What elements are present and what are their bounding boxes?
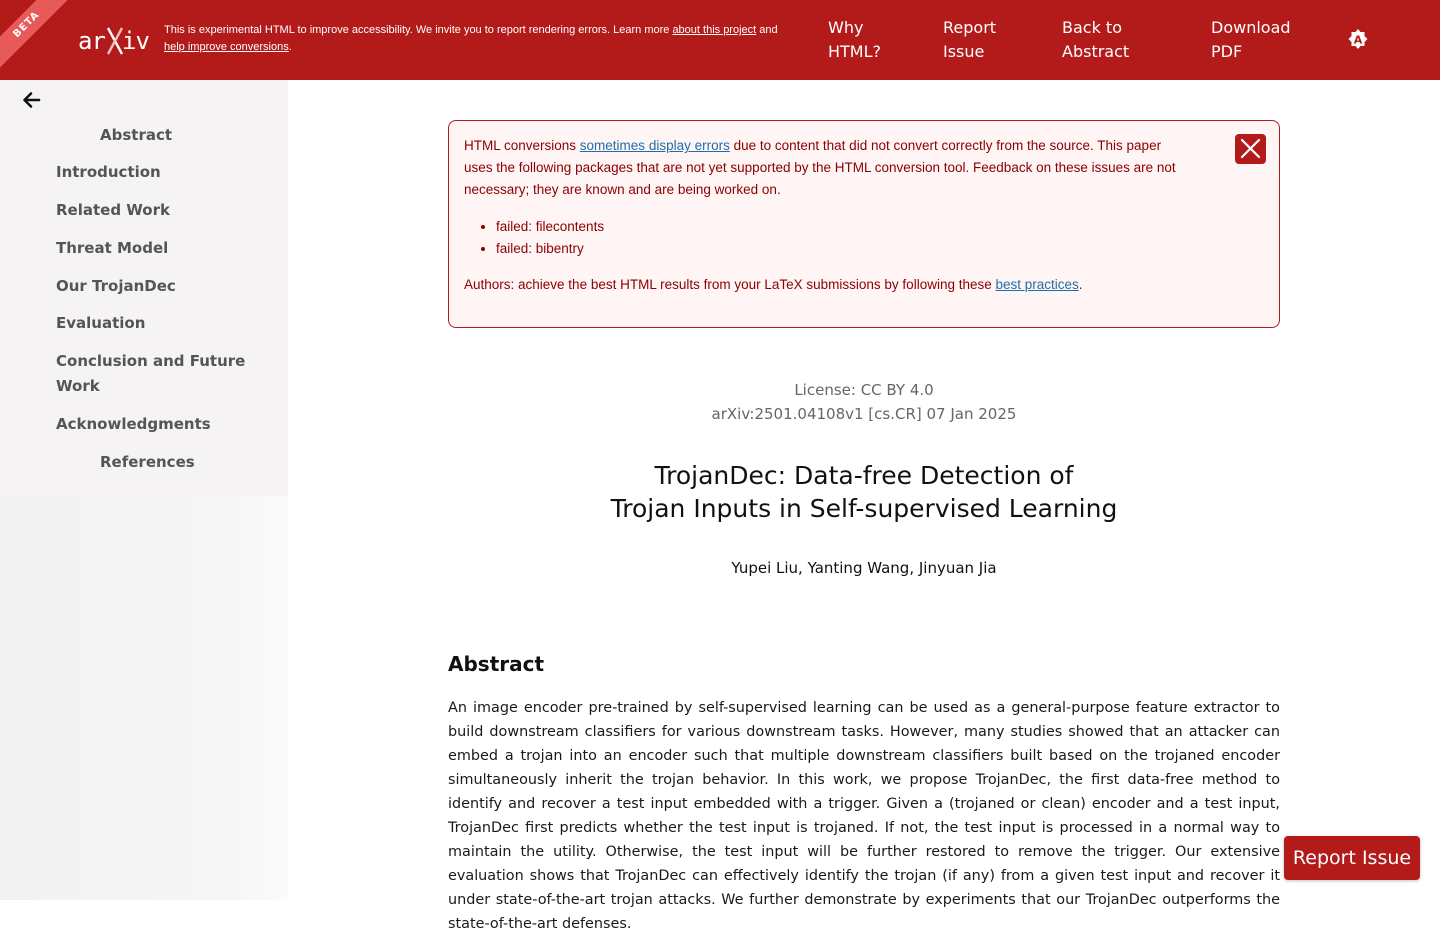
abstract-heading: Abstract <box>448 652 545 676</box>
conversion-alert <box>448 120 1280 328</box>
nav-why-html[interactable] <box>828 16 881 64</box>
nav-download-line2: PDF <box>1211 42 1243 61</box>
arxiv-logo[interactable] <box>78 22 152 58</box>
toc-item-references[interactable]: References <box>100 453 195 471</box>
toc-item-conclusion-line1: Conclusion and Future <box>56 352 246 370</box>
nav-back-to-abstract[interactable] <box>1062 16 1129 64</box>
report-issue-button[interactable]: Report Issue <box>1284 836 1420 880</box>
paper-authors: Yupei Liu, Yanting Wang, Jinyuan Jia <box>731 559 997 577</box>
nav-why-html-line2: HTML? <box>828 42 882 61</box>
abstract-text: An image encoder pre-trained by self-supervised learning can be used as a general-purpose feature extractor to build downstream classifiers for various downstream tasks. However, many studies showed that an attacker can embed a trojan into an encoder such that multiple downstream classifiers built based on the trojaned encoder simultaneously inherit the trojan behavior. In this work, we propose TrojanDec, the first data-free method to identify and recover a test input embedded with a trigger. Given a (trojaned or clean) encoder and a test input, TrojanDec first predicts whether the test input is trojaned. If not, the test input is processed in a normal way to maintain the utility. Otherwise, the test input will be further restored to remove the trigger. Our extensive evaluation shows that TrojanDec can effectively identify the trojan (if any) from a given test input and recover it under state-of-the-art trojan attacks. We further demonstrate by experiments that our TrojanDec outperforms the state-of-the-art defenses. <box>448 700 1280 932</box>
about-project-link[interactable]: about this project <box>672 24 757 36</box>
paper-title-line1: TrojanDec: Data-free Detection of <box>654 461 1074 490</box>
nav-report-issue-line1: Report <box>943 18 997 37</box>
svg-text:A: A <box>1353 33 1363 47</box>
alert-intro-text-cont: due to content that did not convert correctly from the source. This paper <box>729 138 1162 153</box>
paper-title <box>448 459 1280 525</box>
nav-download-line1: Download <box>1211 18 1291 37</box>
notice-text-end: . <box>288 41 292 53</box>
toc-item-evaluation[interactable]: Evaluation <box>56 314 146 332</box>
svg-text:iv: iv <box>122 27 149 55</box>
toc-item-abstract[interactable]: Abstract <box>100 126 173 144</box>
nav-download-pdf[interactable] <box>1211 16 1291 64</box>
experimental-notice <box>164 22 814 56</box>
top-header <box>0 0 1440 80</box>
paper-title-line2: Trojan Inputs in Self-supervised Learning <box>610 494 1118 523</box>
nav-report-issue[interactable] <box>943 16 996 64</box>
toc-item-related-work[interactable]: Related Work <box>56 201 170 219</box>
list-item: • failed: bibentry <box>496 238 604 260</box>
best-practices-link[interactable]: best practices <box>995 277 1079 292</box>
toc-item-introduction[interactable]: Introduction <box>56 163 161 181</box>
alert-intro-line3: necessary; they are known and are being worked on. <box>464 182 781 197</box>
failed-packages-list <box>496 216 604 260</box>
alert-intro-line2: uses the following packages that are not yet supported by the HTML conversion tool. Feedback on these issues are not <box>464 160 1176 175</box>
nav-report-issue-line2: Issue <box>943 42 985 61</box>
alert-footer-end: . <box>1078 277 1083 292</box>
close-icon[interactable] <box>1235 134 1266 164</box>
alert-footer <box>464 274 1244 296</box>
alert-intro <box>464 135 1222 201</box>
alert-intro-text: HTML conversions <box>464 138 580 153</box>
notice-text: This is experimental HTML to improve accessibility. We invite you to report rendering errors. Learn more <box>164 24 673 36</box>
alert-footer-text: Authors: achieve the best HTML results from your LaTeX submissions by following these <box>464 277 996 292</box>
toc-item-conclusion[interactable] <box>56 349 245 399</box>
paper-license-block <box>448 378 1280 426</box>
list-item: • failed: filecontents <box>496 216 604 238</box>
arxiv-id: arXiv:2501.04108v1 [cs.CR] 07 Jan 2025 <box>711 405 1017 423</box>
toc-item-threat-model[interactable]: Threat Model <box>56 239 169 257</box>
display-errors-link[interactable]: sometimes display errors <box>579 138 730 153</box>
help-improve-link[interactable]: help improve conversions <box>164 41 289 53</box>
nav-why-html-line1: Why <box>828 18 864 37</box>
sidebar <box>0 80 288 900</box>
beta-ribbon: BETA <box>0 0 74 72</box>
notice-text-middle: and <box>756 24 778 36</box>
arrow-left-icon[interactable] <box>20 90 42 110</box>
toc-item-our-trojandec[interactable]: Our TrojanDec <box>56 277 176 295</box>
license-text: License: CC BY 4.0 <box>794 381 934 399</box>
toc-item-conclusion-line2: Work <box>56 377 100 395</box>
toc-item-acknowledgments[interactable]: Acknowledgments <box>56 415 211 433</box>
table-of-contents <box>0 80 288 496</box>
nav-back-line1: Back to <box>1062 18 1122 37</box>
svg-text:ar: ar <box>78 27 105 55</box>
theme-toggle-icon[interactable] <box>1346 27 1370 51</box>
nav-back-line2: Abstract <box>1062 42 1130 61</box>
